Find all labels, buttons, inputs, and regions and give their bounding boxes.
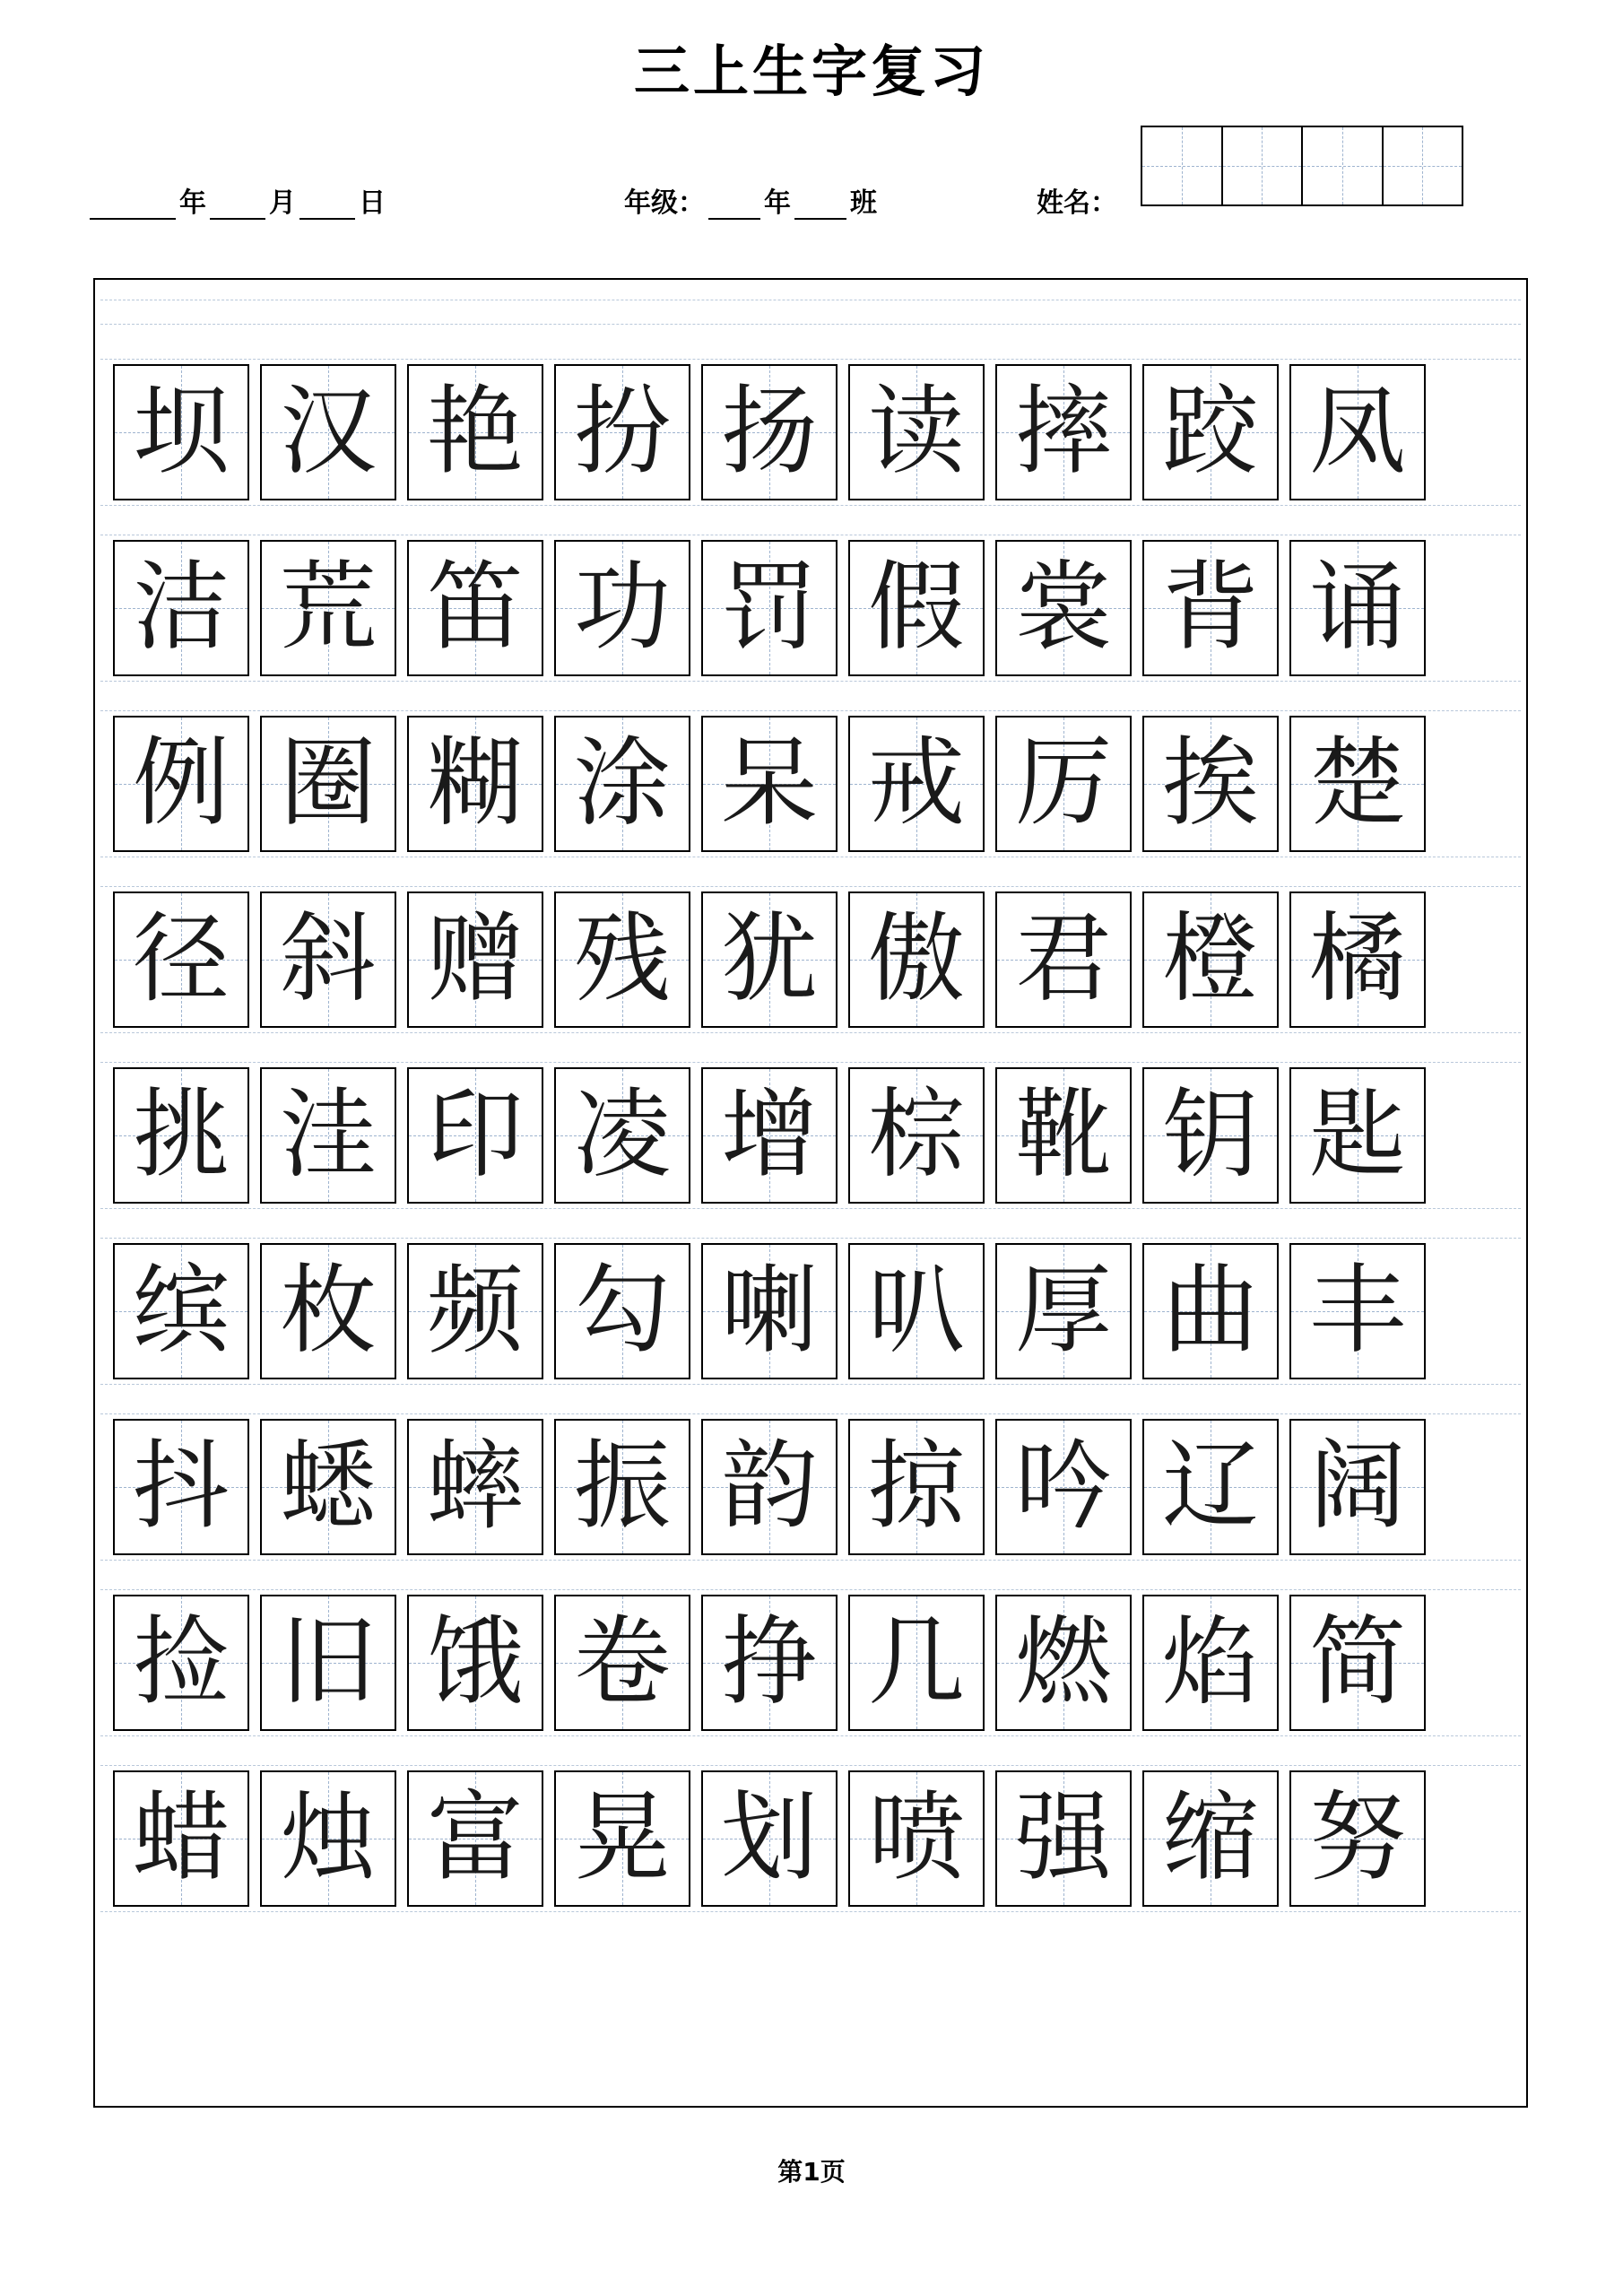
character-cell[interactable] bbox=[1142, 1067, 1279, 1204]
character-glyph: 厚 bbox=[1014, 1255, 1112, 1367]
name-box-cell[interactable] bbox=[1303, 127, 1384, 204]
guide-line bbox=[100, 505, 1521, 506]
character-cell[interactable] bbox=[260, 1770, 396, 1907]
character-glyph: 挨 bbox=[1161, 727, 1259, 839]
page-footer: 第1页 bbox=[777, 2157, 846, 2187]
date-field[interactable] bbox=[90, 180, 389, 220]
grade-class-blank[interactable] bbox=[794, 191, 846, 220]
character-glyph: 圈 bbox=[279, 727, 377, 839]
character-glyph: 摔 bbox=[1014, 376, 1112, 488]
character-cell[interactable] bbox=[848, 1067, 985, 1204]
character-cell[interactable] bbox=[554, 364, 690, 500]
character-cell[interactable] bbox=[1289, 1770, 1426, 1907]
character-cell[interactable] bbox=[1289, 1419, 1426, 1555]
character-row bbox=[95, 520, 1526, 696]
character-glyph: 凌 bbox=[573, 1079, 671, 1191]
guide-line bbox=[100, 1238, 1521, 1239]
character-cell[interactable] bbox=[260, 716, 396, 852]
character-cells bbox=[113, 1595, 1508, 1731]
character-glyph: 掠 bbox=[867, 1431, 965, 1543]
guide-line bbox=[100, 1765, 1521, 1766]
character-glyph: 几 bbox=[867, 1606, 965, 1718]
character-cell[interactable] bbox=[113, 1243, 249, 1379]
date-day-blank[interactable] bbox=[299, 191, 355, 220]
blank-practice-strip[interactable] bbox=[95, 280, 1526, 344]
guide-line bbox=[100, 359, 1521, 360]
character-cell[interactable] bbox=[995, 716, 1132, 852]
guide-line bbox=[100, 1560, 1521, 1561]
character-cell[interactable] bbox=[848, 716, 985, 852]
character-glyph: 简 bbox=[1308, 1606, 1406, 1718]
character-glyph: 韵 bbox=[720, 1431, 818, 1543]
character-glyph: 枚 bbox=[279, 1255, 377, 1367]
character-glyph: 叭 bbox=[867, 1255, 965, 1367]
name-box-cell[interactable] bbox=[1384, 127, 1462, 204]
character-cell[interactable] bbox=[554, 716, 690, 852]
character-glyph: 扬 bbox=[720, 376, 818, 488]
character-cell[interactable] bbox=[848, 1243, 985, 1379]
character-cell[interactable] bbox=[701, 1243, 838, 1379]
character-cell[interactable] bbox=[995, 1770, 1132, 1907]
character-cells bbox=[113, 364, 1508, 500]
character-glyph: 涂 bbox=[573, 727, 671, 839]
character-cell[interactable] bbox=[995, 364, 1132, 500]
character-glyph: 靴 bbox=[1014, 1079, 1112, 1191]
character-glyph: 厉 bbox=[1014, 727, 1112, 839]
character-glyph: 匙 bbox=[1308, 1079, 1406, 1191]
grade-label: 年级： bbox=[624, 187, 705, 219]
character-cell[interactable] bbox=[407, 1595, 543, 1731]
character-glyph: 洁 bbox=[132, 552, 230, 664]
character-cell[interactable] bbox=[260, 1067, 396, 1204]
character-glyph: 洼 bbox=[279, 1079, 377, 1191]
character-cell[interactable] bbox=[554, 1067, 690, 1204]
character-glyph: 罚 bbox=[720, 552, 818, 664]
character-cell[interactable] bbox=[848, 891, 985, 1028]
character-cell[interactable] bbox=[1142, 540, 1279, 676]
character-glyph: 假 bbox=[867, 552, 965, 664]
character-glyph: 勾 bbox=[573, 1255, 671, 1367]
guide-line bbox=[100, 1062, 1521, 1063]
grade-year-blank[interactable] bbox=[708, 191, 760, 220]
character-cell[interactable] bbox=[701, 364, 838, 500]
character-cell[interactable] bbox=[554, 1419, 690, 1555]
character-cell[interactable] bbox=[995, 1243, 1132, 1379]
character-glyph: 蟀 bbox=[426, 1431, 524, 1543]
guide-line bbox=[100, 1735, 1521, 1736]
character-cell[interactable] bbox=[113, 1419, 249, 1555]
character-glyph: 缩 bbox=[1161, 1782, 1259, 1894]
character-glyph: 增 bbox=[720, 1079, 818, 1191]
character-glyph: 橘 bbox=[1308, 903, 1406, 1015]
guide-line bbox=[100, 1208, 1521, 1209]
page-title: 三上生字复习 bbox=[633, 39, 989, 104]
date-day-label: 日 bbox=[359, 187, 386, 219]
character-cell[interactable] bbox=[407, 1067, 543, 1204]
character-glyph: 缤 bbox=[132, 1255, 230, 1367]
character-glyph: 笛 bbox=[426, 552, 524, 664]
character-cell[interactable] bbox=[1142, 364, 1279, 500]
character-cell[interactable] bbox=[848, 1595, 985, 1731]
character-glyph: 凤 bbox=[1308, 376, 1406, 488]
character-glyph: 频 bbox=[426, 1255, 524, 1367]
character-cell[interactable] bbox=[554, 1770, 690, 1907]
date-year-blank[interactable] bbox=[90, 191, 176, 220]
character-cell[interactable] bbox=[407, 364, 543, 500]
guide-line bbox=[100, 1384, 1521, 1385]
character-cell[interactable] bbox=[1289, 540, 1426, 676]
character-glyph: 君 bbox=[1014, 903, 1112, 1015]
character-glyph: 晃 bbox=[573, 1782, 671, 1894]
character-glyph: 例 bbox=[132, 727, 230, 839]
character-glyph: 功 bbox=[573, 552, 671, 664]
guide-line bbox=[100, 1911, 1521, 1912]
character-cells bbox=[113, 1770, 1508, 1907]
character-glyph: 径 bbox=[132, 903, 230, 1015]
character-glyph: 戒 bbox=[867, 727, 965, 839]
guide-line bbox=[100, 1032, 1521, 1033]
character-cell[interactable] bbox=[1142, 1243, 1279, 1379]
character-rows bbox=[95, 344, 1526, 1926]
character-glyph: 呆 bbox=[720, 727, 818, 839]
date-month-label: 月 bbox=[269, 187, 296, 219]
character-glyph: 强 bbox=[1014, 1782, 1112, 1894]
guide-line bbox=[100, 1413, 1521, 1414]
character-cell[interactable] bbox=[848, 364, 985, 500]
character-glyph: 曲 bbox=[1161, 1255, 1259, 1367]
character-cell[interactable] bbox=[554, 540, 690, 676]
character-glyph: 诵 bbox=[1308, 552, 1406, 664]
character-row bbox=[95, 344, 1526, 520]
character-glyph: 挑 bbox=[132, 1079, 230, 1191]
character-glyph: 橙 bbox=[1161, 903, 1259, 1015]
character-cell[interactable] bbox=[407, 891, 543, 1028]
character-cells bbox=[113, 540, 1508, 676]
character-glyph: 阔 bbox=[1308, 1431, 1406, 1543]
character-glyph: 蟋 bbox=[279, 1431, 377, 1543]
character-cells bbox=[113, 1419, 1508, 1555]
guide-line bbox=[100, 710, 1521, 711]
character-cell[interactable] bbox=[995, 540, 1132, 676]
character-glyph: 犹 bbox=[720, 903, 818, 1015]
character-row bbox=[95, 1223, 1526, 1399]
character-cell[interactable] bbox=[701, 716, 838, 852]
character-cell[interactable] bbox=[701, 1067, 838, 1204]
character-cell[interactable] bbox=[554, 891, 690, 1028]
character-glyph: 划 bbox=[720, 1782, 818, 1894]
character-cell[interactable] bbox=[1142, 1419, 1279, 1555]
character-glyph: 读 bbox=[867, 376, 965, 488]
character-glyph: 振 bbox=[573, 1431, 671, 1543]
character-row bbox=[95, 696, 1526, 872]
character-glyph: 傲 bbox=[867, 903, 965, 1015]
character-cell[interactable] bbox=[701, 1770, 838, 1907]
character-glyph: 喇 bbox=[720, 1255, 818, 1367]
character-glyph: 糊 bbox=[426, 727, 524, 839]
character-glyph: 荒 bbox=[279, 552, 377, 664]
character-cells bbox=[113, 1067, 1508, 1204]
character-cell[interactable] bbox=[1289, 1595, 1426, 1731]
character-cell[interactable] bbox=[848, 1419, 985, 1555]
grade-class-label: 班 bbox=[850, 187, 877, 219]
character-cell[interactable] bbox=[260, 364, 396, 500]
grade-field[interactable] bbox=[621, 180, 881, 220]
character-glyph: 坝 bbox=[132, 376, 230, 488]
character-glyph: 卷 bbox=[573, 1606, 671, 1718]
character-cell[interactable] bbox=[1142, 891, 1279, 1028]
guide-line bbox=[100, 886, 1521, 887]
character-glyph: 烛 bbox=[279, 1782, 377, 1894]
character-cell[interactable] bbox=[701, 1419, 838, 1555]
character-cell[interactable] bbox=[407, 716, 543, 852]
character-cell[interactable] bbox=[554, 1595, 690, 1731]
character-cell[interactable] bbox=[1142, 1770, 1279, 1907]
character-cell[interactable] bbox=[848, 540, 985, 676]
character-cell[interactable] bbox=[113, 1067, 249, 1204]
name-box-cell[interactable] bbox=[1142, 127, 1223, 204]
character-cells bbox=[113, 716, 1508, 852]
character-row bbox=[95, 1575, 1526, 1751]
character-cell[interactable] bbox=[260, 891, 396, 1028]
character-glyph: 斜 bbox=[279, 903, 377, 1015]
character-cell[interactable] bbox=[1142, 1595, 1279, 1731]
character-glyph: 跤 bbox=[1161, 376, 1259, 488]
character-glyph: 喷 bbox=[867, 1782, 965, 1894]
character-cell[interactable] bbox=[701, 540, 838, 676]
character-cell[interactable] bbox=[701, 891, 838, 1028]
character-glyph: 丰 bbox=[1308, 1255, 1406, 1367]
character-glyph: 燃 bbox=[1014, 1606, 1112, 1718]
character-glyph: 饿 bbox=[426, 1606, 524, 1718]
guide-line bbox=[100, 1589, 1521, 1590]
character-glyph: 挣 bbox=[720, 1606, 818, 1718]
character-cell[interactable] bbox=[113, 364, 249, 500]
character-glyph: 艳 bbox=[426, 376, 524, 488]
character-cell[interactable] bbox=[407, 1419, 543, 1555]
character-cell[interactable] bbox=[995, 891, 1132, 1028]
character-row bbox=[95, 1399, 1526, 1575]
character-glyph: 旧 bbox=[279, 1606, 377, 1718]
name-label: 姓名： bbox=[1037, 187, 1117, 219]
character-cells bbox=[113, 1243, 1508, 1379]
character-cell[interactable] bbox=[260, 1419, 396, 1555]
character-cell[interactable] bbox=[995, 1067, 1132, 1204]
date-year-label: 年 bbox=[179, 187, 206, 219]
character-row bbox=[95, 1751, 1526, 1926]
character-cell[interactable] bbox=[848, 1770, 985, 1907]
character-cell[interactable] bbox=[113, 1595, 249, 1731]
character-glyph: 印 bbox=[426, 1079, 524, 1191]
date-month-blank[interactable] bbox=[210, 191, 265, 220]
character-cell[interactable] bbox=[1289, 364, 1426, 500]
character-glyph: 背 bbox=[1161, 552, 1259, 664]
character-cell[interactable] bbox=[260, 1243, 396, 1379]
character-cell[interactable] bbox=[407, 1770, 543, 1907]
character-glyph: 汉 bbox=[279, 376, 377, 488]
character-glyph: 吟 bbox=[1014, 1431, 1112, 1543]
character-glyph: 残 bbox=[573, 903, 671, 1015]
character-glyph: 赠 bbox=[426, 903, 524, 1015]
character-cell[interactable] bbox=[260, 540, 396, 676]
character-cell[interactable] bbox=[1142, 716, 1279, 852]
character-glyph: 蜡 bbox=[132, 1782, 230, 1894]
character-cell[interactable] bbox=[995, 1419, 1132, 1555]
character-cell[interactable] bbox=[260, 1595, 396, 1731]
character-glyph: 钥 bbox=[1161, 1079, 1259, 1191]
character-glyph: 富 bbox=[426, 1782, 524, 1894]
character-cell[interactable] bbox=[407, 540, 543, 676]
character-glyph: 裳 bbox=[1014, 552, 1112, 664]
grade-year-label: 年 bbox=[764, 187, 791, 219]
character-glyph: 棕 bbox=[867, 1079, 965, 1191]
character-cells bbox=[113, 891, 1508, 1028]
character-cell[interactable] bbox=[113, 1770, 249, 1907]
character-glyph: 抖 bbox=[132, 1431, 230, 1543]
character-cell[interactable] bbox=[113, 716, 249, 852]
character-row bbox=[95, 1048, 1526, 1223]
character-cell[interactable] bbox=[701, 1595, 838, 1731]
guide-line bbox=[100, 324, 1521, 325]
guide-line bbox=[100, 681, 1521, 682]
character-cell[interactable] bbox=[113, 891, 249, 1028]
character-cell[interactable] bbox=[995, 1595, 1132, 1731]
name-field bbox=[1033, 180, 1121, 220]
character-glyph: 辽 bbox=[1161, 1431, 1259, 1543]
name-input-boxes[interactable] bbox=[1141, 126, 1463, 206]
character-cell[interactable] bbox=[1289, 716, 1426, 852]
character-row bbox=[95, 872, 1526, 1048]
character-cell[interactable] bbox=[1289, 1243, 1426, 1379]
character-glyph: 捡 bbox=[132, 1606, 230, 1718]
character-cell[interactable] bbox=[1289, 891, 1426, 1028]
character-glyph: 努 bbox=[1308, 1782, 1406, 1894]
character-glyph: 扮 bbox=[573, 376, 671, 488]
character-glyph: 楚 bbox=[1308, 727, 1406, 839]
character-practice-sheet bbox=[93, 278, 1528, 2108]
character-cell[interactable] bbox=[113, 540, 249, 676]
character-cell[interactable] bbox=[407, 1243, 543, 1379]
character-cell[interactable] bbox=[1289, 1067, 1426, 1204]
character-glyph: 焰 bbox=[1161, 1606, 1259, 1718]
character-cell[interactable] bbox=[554, 1243, 690, 1379]
name-box-cell[interactable] bbox=[1223, 127, 1304, 204]
